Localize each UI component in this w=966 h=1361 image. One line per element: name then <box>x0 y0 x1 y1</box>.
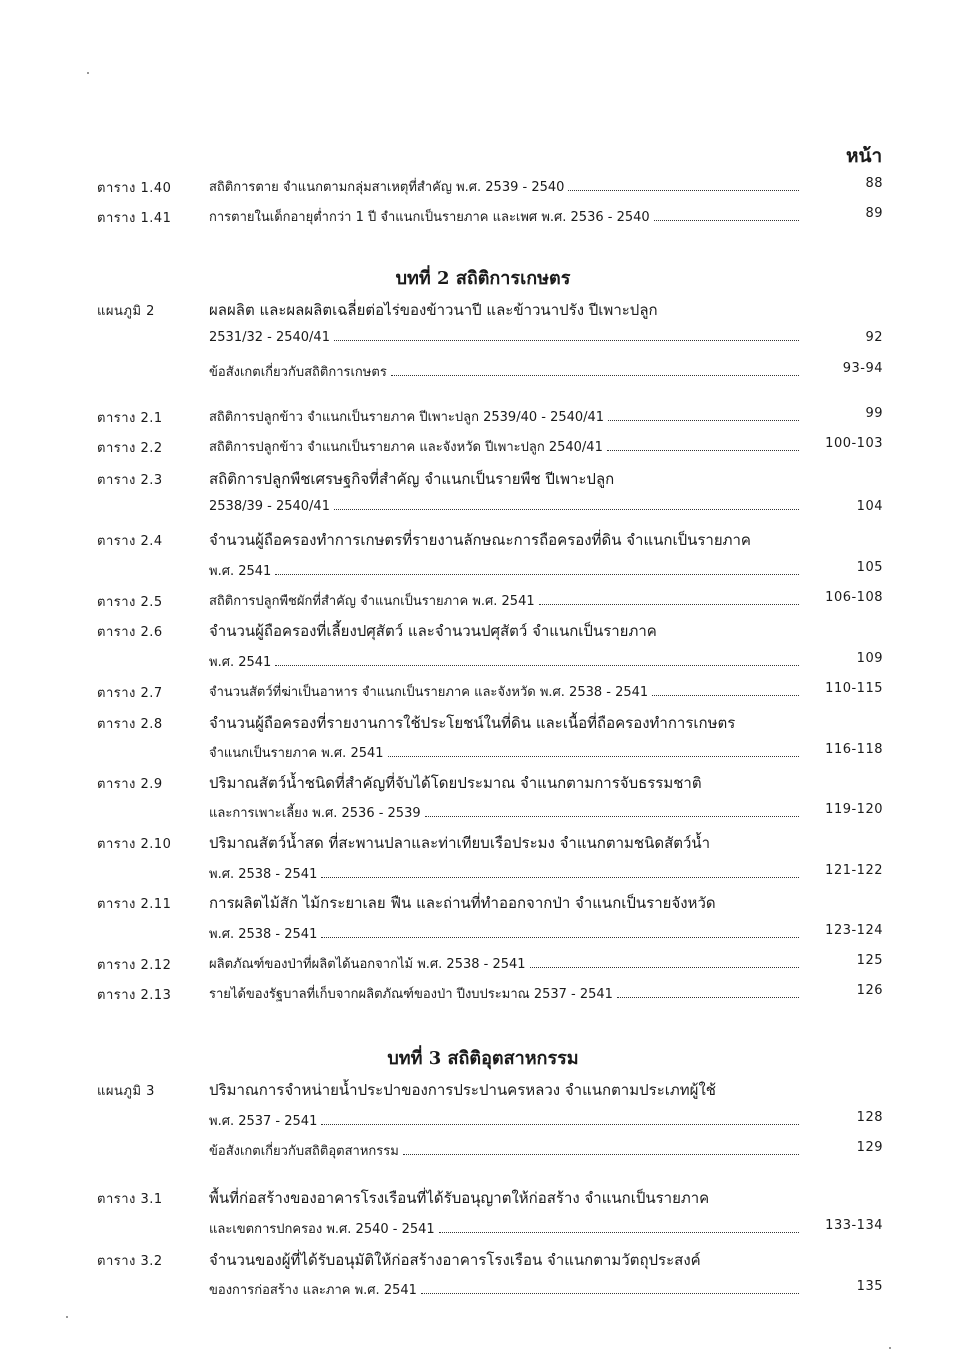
entry-page-number: 89 <box>865 206 883 221</box>
entry-label: ตาราง 2.13 <box>97 988 172 1003</box>
toc-entry-row <box>0 709 966 733</box>
entry-page-number: 105 <box>856 560 883 575</box>
entry-page-number: 109 <box>856 651 883 666</box>
dot-leader <box>334 508 799 510</box>
toc-entry-row <box>0 557 966 581</box>
entry-leader-line <box>209 923 799 944</box>
entry-label: ตาราง 2.9 <box>97 777 163 792</box>
entry-title: จำแนกเป็นรายภาค พ.ศ. 2541 <box>209 746 384 761</box>
toc-entry-row <box>0 1107 966 1131</box>
toc-entry-row <box>0 860 966 884</box>
entry-leader-line <box>209 499 799 514</box>
entry-page-number: 116-118 <box>825 742 883 757</box>
entry-leader-line <box>209 802 799 823</box>
toc-entry-row <box>0 739 966 763</box>
chapter-heading: บทที่ 2 สถิติการเกษตร <box>395 268 571 289</box>
entry-page-number: 88 <box>865 176 883 191</box>
toc-entry-row <box>0 358 966 382</box>
entry-leader-line <box>209 560 799 581</box>
entry-label: ตาราง 2.7 <box>97 686 163 701</box>
scan-speck <box>66 1316 68 1318</box>
entry-title: 2538/39 - 2540/41 <box>209 499 330 514</box>
toc-entry-row <box>0 648 966 672</box>
entry-page-number: 121-122 <box>825 863 883 878</box>
entry-title: การตายในเด็กอายุต่ำกว่า 1 ปี จำแนกเป็นรายภาค และเพศ พ.ศ. 2536 - 2540 <box>209 210 650 225</box>
entry-label: ตาราง 2.4 <box>97 534 163 549</box>
toc-entry-row <box>0 889 966 913</box>
entry-title: พ.ศ. 2541 <box>209 655 272 670</box>
entry-title-line: ผลผลิต และผลผลิตเฉลี่ยต่อไร่ของข้าวนาปี และข้าวนาปรัง ปีเพาะปลูก <box>209 301 658 319</box>
entry-label: ตาราง 2.10 <box>97 837 172 852</box>
toc-entry-row <box>0 327 966 351</box>
toc-entry-row <box>0 829 966 853</box>
toc-entry-row <box>0 526 966 550</box>
entry-title: พ.ศ. 2538 - 2541 <box>209 927 318 942</box>
entry-title-line: สถิติการปลูกพืชเศรษฐกิจที่สำคัญ จำแนกเป็นรายพืช ปีเพาะปลูก <box>209 470 615 488</box>
toc-entry-row <box>0 920 966 944</box>
entry-title: ข้อสังเกตเกี่ยวกับสถิติอุตสาหกรรม <box>209 1144 399 1159</box>
entry-title-line: จำนวนผู้ถือครองทำการเกษตรที่รายงานลักษณะการถือครองที่ดิน จำแนกเป็นรายภาค <box>209 531 751 549</box>
entry-label: ตาราง 2.12 <box>97 958 172 973</box>
toc-entry-row <box>0 799 966 823</box>
entry-label: ตาราง 2.11 <box>97 897 172 912</box>
dot-leader <box>530 966 799 968</box>
entry-leader-line <box>209 742 799 763</box>
entry-title-line: ปริมาณสัตว์น้ำสด ที่สะพานปลาและท่าเทียบเรือประมง จำแนกตามชนิดสัตว์น้ำ <box>209 834 711 852</box>
toc-entry-row <box>0 1184 966 1208</box>
toc-entry-row <box>0 587 966 611</box>
dot-leader <box>391 374 799 376</box>
entry-page-number: 123-124 <box>825 923 883 938</box>
entry-title: ข้อสังเกตเกี่ยวกับสถิติการเกษตร <box>209 365 387 380</box>
dot-leader <box>388 755 799 757</box>
toc-entry-row <box>0 1276 966 1300</box>
entry-leader-line <box>209 176 799 197</box>
dot-leader <box>321 876 799 878</box>
dot-leader <box>321 1123 799 1125</box>
toc-entry-row <box>0 1137 966 1161</box>
toc-entry-row <box>0 1215 966 1239</box>
toc-entry-row <box>0 203 966 227</box>
entry-leader-line <box>209 983 799 1004</box>
entry-label: แผนภูมิ 2 <box>97 304 155 319</box>
entry-label: ตาราง 1.41 <box>97 211 172 226</box>
dot-leader <box>568 189 799 191</box>
entry-title: พ.ศ. 2541 <box>209 564 272 579</box>
entry-leader-line <box>209 406 799 427</box>
dot-leader <box>439 1231 799 1233</box>
dot-leader <box>654 219 799 221</box>
entry-title-line: การผลิตไม้สัก ไม้กระยาเลย ฟืน และถ่านที่ทำออกจากป่า จำแนกเป็นรายจังหวัด <box>209 894 716 912</box>
entry-page-number: 135 <box>856 1279 883 1294</box>
entry-leader-line <box>209 361 799 382</box>
entry-title: ผลิตภัณฑ์ของป่าที่ผลิตได้นอกจากไม้ พ.ศ. 2538 - 2541 <box>209 957 526 972</box>
toc-entry-row <box>0 980 966 1004</box>
entry-page-number: 106-108 <box>825 590 883 605</box>
entry-leader-line <box>209 1110 799 1131</box>
entry-page-number: 93-94 <box>842 361 883 376</box>
dot-leader <box>321 936 799 938</box>
dot-leader <box>421 1292 799 1294</box>
entry-title-line: จำนวนผู้ถือครองที่เลี้ยงปศุสัตว์ และจำนวนปศุสัตว์ จำแนกเป็นรายภาค <box>209 622 657 640</box>
toc-entry-row <box>0 1246 966 1270</box>
entry-title: และการเพาะเลี้ยง พ.ศ. 2536 - 2539 <box>209 806 421 821</box>
entry-leader-line <box>209 206 799 227</box>
dot-leader <box>607 449 799 451</box>
entry-leader-line <box>209 1140 799 1161</box>
scan-speck <box>87 72 89 74</box>
entry-title: รายได้ของรัฐบาลที่เก็บจากผลิตภัณฑ์ของป่า ปีงบประมาณ 2537 - 2541 <box>209 987 613 1002</box>
entry-title-line: จำนวนผู้ถือครองที่รายงานการใช้ประโยชน์ในที่ดิน และเนื้อที่ถือครองทำการเกษตร <box>209 714 736 732</box>
toc-entry-row <box>0 433 966 457</box>
entry-leader-line <box>209 681 799 702</box>
toc-entry-row <box>0 173 966 197</box>
toc-entry-row <box>0 678 966 702</box>
dot-leader <box>425 815 799 817</box>
entry-page-number: 125 <box>856 953 883 968</box>
entry-page-number: 100-103 <box>825 436 883 451</box>
chapter-heading: บทที่ 3 สถิติอุตสาหกรรม <box>387 1048 579 1069</box>
entry-page-number: 129 <box>856 1140 883 1155</box>
dot-leader <box>275 664 799 666</box>
dot-leader <box>334 339 799 341</box>
entry-title-line: ปริมาณการจำหน่ายน้ำประปาของการประปานครหลวง จำแนกตามประเภทผู้ใช้ <box>209 1081 716 1099</box>
entry-title: สถิติการปลูกข้าว จำแนกเป็นรายภาค ปีเพาะปลูก 2539/40 - 2540/41 <box>209 410 605 425</box>
dot-leader <box>608 419 799 421</box>
entry-page-number: 104 <box>856 499 883 514</box>
entry-title: ของการก่อสร้าง และภาค พ.ศ. 2541 <box>209 1283 417 1298</box>
entry-page-number: 133-134 <box>825 1218 883 1233</box>
entry-title: จำนวนสัตว์ที่ฆ่าเป็นอาหาร จำแนกเป็นรายภาค และจังหวัด พ.ศ. 2538 - 2541 <box>209 685 649 700</box>
entry-page-number: 92 <box>865 330 883 345</box>
entry-label: ตาราง 3.2 <box>97 1254 163 1269</box>
dot-leader <box>617 996 799 998</box>
toc-entry-row <box>0 465 966 489</box>
entry-title-line: พื้นที่ก่อสร้างของอาคารโรงเรือนที่ได้รับอนุญาตให้ก่อสร้าง จำแนกเป็นรายภาค <box>209 1189 710 1207</box>
entry-leader-line <box>209 1279 799 1300</box>
entry-page-number: 119-120 <box>825 802 883 817</box>
toc-entry-row <box>0 296 966 320</box>
entry-label: ตาราง 1.40 <box>97 181 172 196</box>
toc-entry-row <box>0 403 966 427</box>
entry-title-line: ปริมาณสัตว์น้ำชนิดที่สำคัญที่จับได้โดยประมาณ จำแนกตามการจับธรรมชาติ <box>209 774 702 792</box>
entry-label: ตาราง 2.5 <box>97 595 163 610</box>
entry-title: สถิติการปลูกพืชผักที่สำคัญ จำแนกเป็นรายภาค พ.ศ. 2541 <box>209 594 535 609</box>
scan-speck <box>889 1347 891 1349</box>
entry-title: สถิติการปลูกข้าว จำแนกเป็นรายภาค และจังหวัด ปีเพาะปลูก 2540/41 <box>209 440 603 455</box>
entry-title: 2531/32 - 2540/41 <box>209 330 330 345</box>
entry-page-number: 99 <box>865 406 883 421</box>
toc-entry-row <box>0 769 966 793</box>
entry-label: ตาราง 3.1 <box>97 1192 163 1207</box>
entry-label: แผนภูมิ 3 <box>97 1084 155 1099</box>
entry-leader-line <box>209 590 799 611</box>
entry-page-number: 126 <box>856 983 883 998</box>
dot-leader <box>539 603 799 605</box>
entry-leader-line <box>209 330 799 345</box>
dot-leader <box>403 1153 799 1155</box>
toc-entry-row <box>0 1076 966 1100</box>
entry-leader-line <box>209 651 799 672</box>
entry-title: พ.ศ. 2537 - 2541 <box>209 1114 318 1129</box>
entry-page-number: 128 <box>856 1110 883 1125</box>
entry-title: และเขตการปกครอง พ.ศ. 2540 - 2541 <box>209 1222 435 1237</box>
toc-entry-row <box>0 950 966 974</box>
toc-entry-row <box>0 617 966 641</box>
entry-title-line: จำนวนของผู้ที่ได้รับอนุมัติให้ก่อสร้างอาคารโรงเรือน จำแนกตามวัตถุประสงค์ <box>209 1251 701 1269</box>
entry-leader-line <box>209 863 799 884</box>
toc-entry-row <box>0 496 966 520</box>
dot-leader <box>652 694 799 696</box>
entry-title: สถิติการตาย จำแนกตามกลุ่มสาเหตุที่สำคัญ พ.ศ. 2539 - 2540 <box>209 180 565 195</box>
entry-leader-line <box>209 953 799 974</box>
entry-page-number: 110-115 <box>825 681 883 696</box>
entry-title: พ.ศ. 2538 - 2541 <box>209 867 318 882</box>
entry-label: ตาราง 2.2 <box>97 441 163 456</box>
entry-label: ตาราง 2.3 <box>97 473 163 488</box>
page-column-header: หน้า <box>846 145 883 167</box>
dot-leader <box>275 573 799 575</box>
entry-leader-line <box>209 1218 799 1239</box>
entry-leader-line <box>209 436 799 457</box>
entry-label: ตาราง 2.8 <box>97 717 163 732</box>
entry-label: ตาราง 2.1 <box>97 411 163 426</box>
entry-label: ตาราง 2.6 <box>97 625 163 640</box>
